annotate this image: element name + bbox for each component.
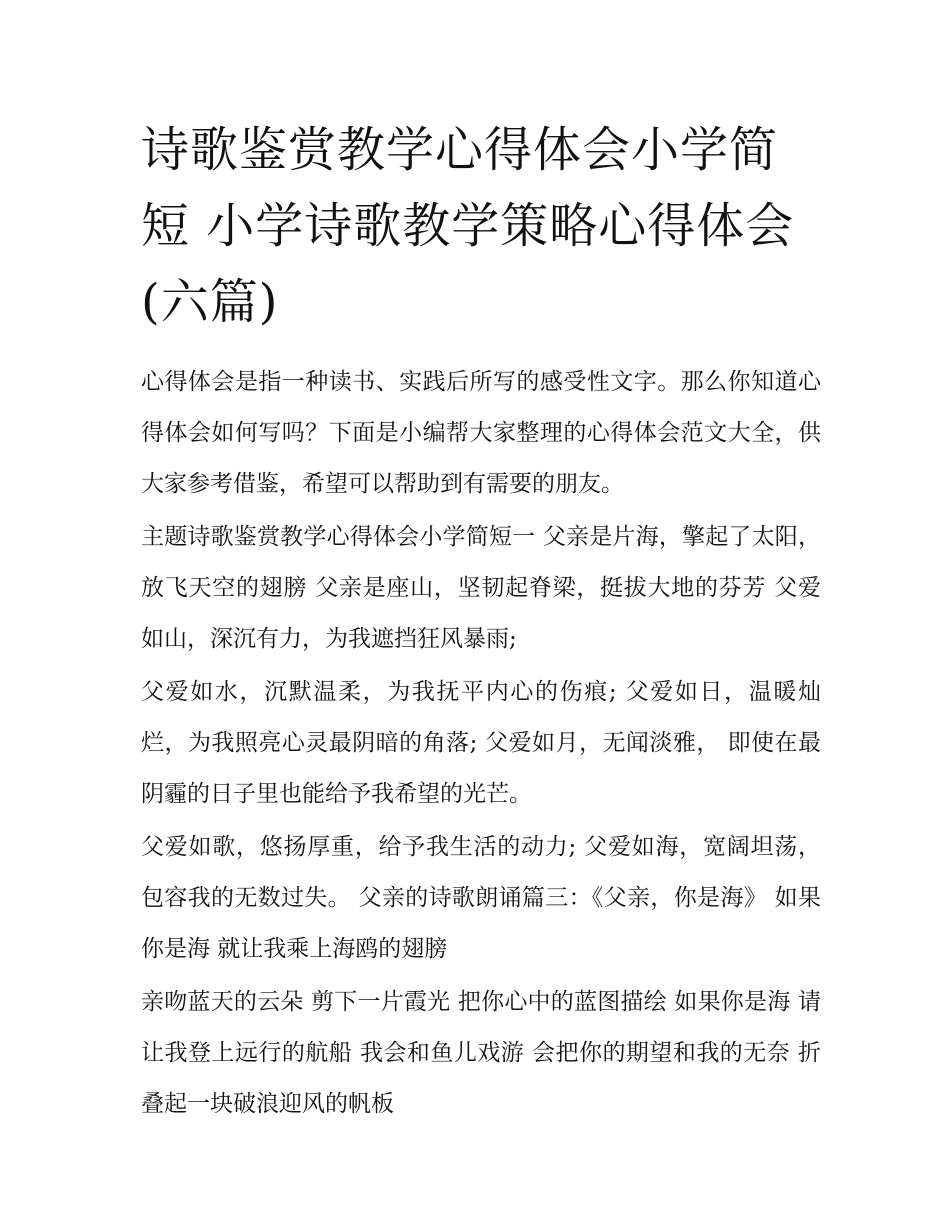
- document-page: [141, 112, 821, 1130]
- paragraph-theme: 主题诗歌鉴赏教学心得体会小学简短一 父亲是片海，擎起了太阳，放飞天空的翅膀 父亲是座山，坚韧起脊梁，挺拔大地的芬芳 父爱如山，深沉有力，为我遮挡狂风暴雨;: [141, 524, 821, 652]
- document-title: 诗歌鉴赏教学心得体会小学简短 小学诗歌教学策略心得体会(六篇): [141, 122, 795, 330]
- paragraph-father-love-song: 父爱如歌，悠扬厚重，给予我生活的动力; 父爱如海，宽阔坦荡，包容我的无数过失。 父亲的诗歌朗诵篇三：《父亲，你是海》 如果你是海 就让我乘上海鸥的翅膀: [141, 834, 821, 962]
- paragraph-father-love-water: 父爱如水，沉默温柔，为我抚平内心的伤痕; 父爱如日，温暖灿烂，为我照亮心灵最阴暗的角落; 父爱如月，无闻淡雅， 即使在最阴霾的日子里也能给予我希望的光芒。: [141, 679, 821, 807]
- paragraph-intro: 心得体会是指一种读书、实践后所写的感受性文字。那么你知道心得体会如何写吗？下面是小编帮大家整理的心得体会范文大全，供大家参考借鉴，希望可以帮助到有需要的朋友。: [141, 369, 821, 497]
- paragraph-poem-sea: 亲吻蓝天的云朵 剪下一片霞光 把你心中的蓝图描绘 如果你是海 请让我登上远行的航船 我会和鱼儿戏游 会把你的期望和我的无奈 折叠起一块破浪迎风的帆板: [141, 989, 821, 1117]
